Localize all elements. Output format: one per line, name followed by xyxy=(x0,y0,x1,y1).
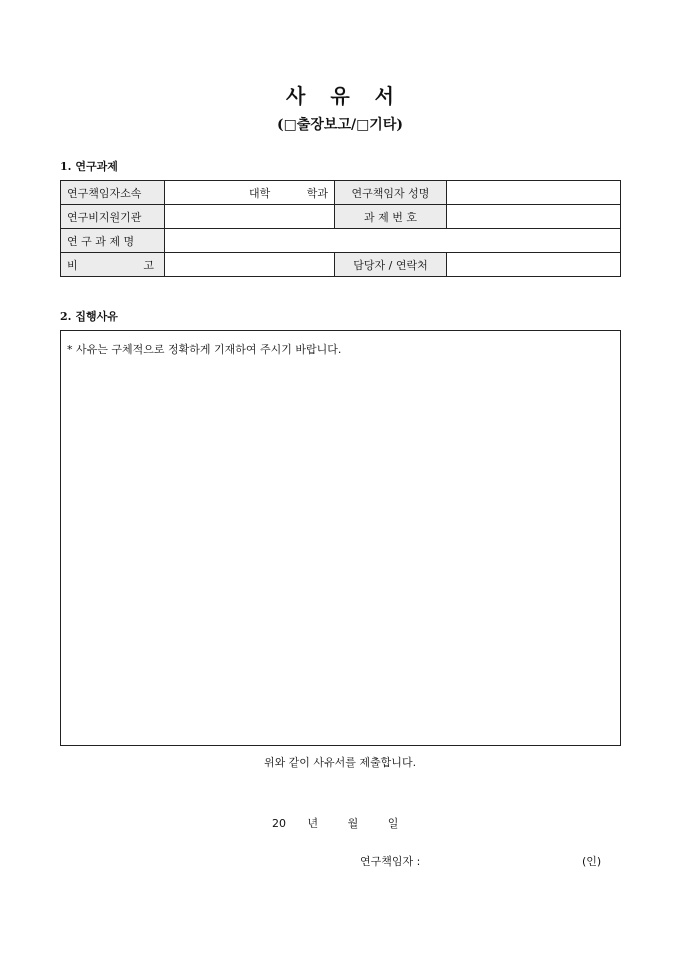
affiliation-field[interactable] xyxy=(165,181,335,205)
remarks-field[interactable] xyxy=(165,253,335,277)
title-char: 유 xyxy=(330,84,350,108)
date-year: 20 xyxy=(272,817,286,830)
project-title-field[interactable] xyxy=(165,229,621,253)
date-year-unit: 년 xyxy=(307,817,319,830)
table-row xyxy=(61,181,621,205)
funding-agency-label: 연구비지원기관 xyxy=(61,205,165,229)
project-title-label: 연 구 과 제 명 xyxy=(61,229,165,253)
university-label: 대학 xyxy=(249,186,271,200)
date-line xyxy=(272,815,416,831)
remarks-label-left: 비 xyxy=(67,258,78,272)
document-title xyxy=(0,80,680,109)
table-row xyxy=(61,229,621,253)
remarks-label xyxy=(61,253,165,277)
funding-agency-field[interactable] xyxy=(165,205,335,229)
contact-field[interactable] xyxy=(447,253,621,277)
signer-label: 연구책임자 : xyxy=(360,855,421,868)
document-subtitle: (□출장보고/□기타) xyxy=(277,117,403,133)
title-char: 서 xyxy=(374,84,394,108)
section-heading-project: 1. 연구과제 xyxy=(60,160,118,173)
department-label: 학과 xyxy=(306,186,328,200)
date-day-unit: 일 xyxy=(387,817,399,830)
remarks-label-right: 고 xyxy=(143,258,154,272)
table-row xyxy=(61,253,621,277)
project-number-label: 과 제 번 호 xyxy=(335,205,447,229)
section-heading-reason: 2. 집행사유 xyxy=(60,310,118,323)
date-month-unit: 월 xyxy=(347,817,359,830)
pi-name-field[interactable] xyxy=(447,181,621,205)
reason-instruction: * 사유는 구체적으로 정확하게 기재하여 주시기 바랍니다. xyxy=(67,343,342,356)
affiliation-label: 연구책임자소속 xyxy=(61,181,165,205)
project-info-table xyxy=(60,180,621,277)
seal-label: (인) xyxy=(582,855,602,868)
table-row xyxy=(61,205,621,229)
pi-name-label: 연구책임자 성명 xyxy=(335,181,447,205)
reason-textarea[interactable] xyxy=(60,330,621,746)
contact-label: 담당자 / 연락처 xyxy=(335,253,447,277)
title-char: 사 xyxy=(286,84,306,108)
project-number-field[interactable] xyxy=(447,205,621,229)
submission-statement: 위와 같이 사유서를 제출합니다. xyxy=(263,756,417,769)
